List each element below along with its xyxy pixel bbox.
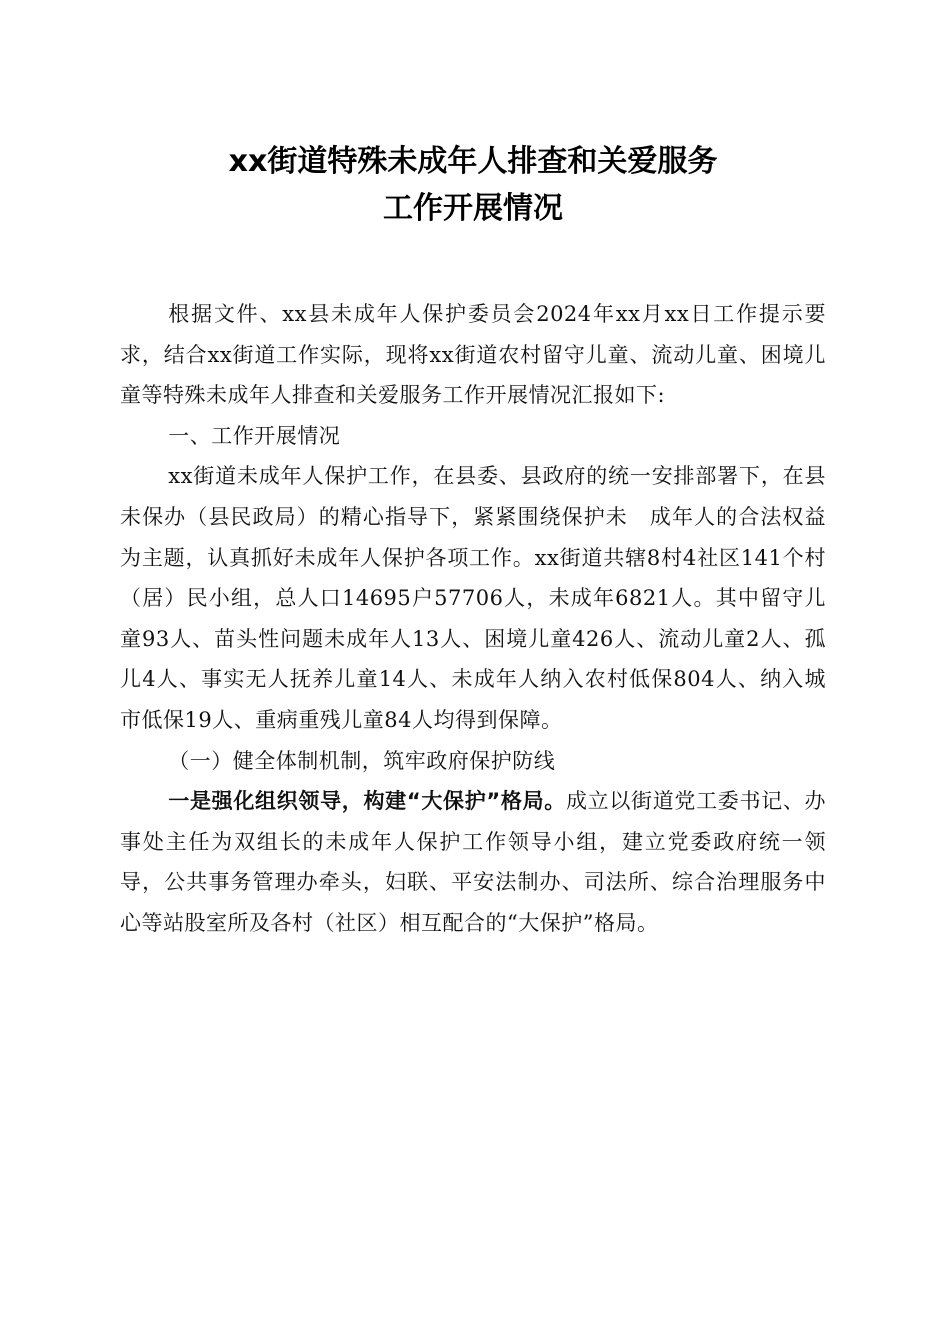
point-1-text: 成立以街道党工委书记、办事处主任为双组长的未成年人保护工作领导小组，建立党委政府统一领导，公共事务管理办牵头，妇联、平安法制办、司法所、综合治理服务中心等站股室所及各村（社区）相互配合的“大保护”格局。 (120, 789, 827, 935)
title-line-2: 工作开展情况 (383, 191, 563, 226)
point-1-lead: 一是强化组织领导，构建“大保护”格局。 (168, 789, 566, 814)
section-1-paragraph: xx街道未成年人保护工作，在县委、县政府的统一安排部署下，在县未保办（县民政局）的精心指导下，紧紧围绕保护未 成年人的合法权益为主题，认真抓好未成年人保护各项工作。xx街道共辖8村4社区141个村（居）民小组，总人口14695户57706人，未成年6821人。其中留守儿童93人、苗头性问题未成年人13人、困境儿童426人、流动儿童2人、孤儿4人、事实无人抚养儿童14人、未成年人纳入农村低保804人、纳入城市低保19人、重病重残儿童84人均得到保障。 (120, 464, 826, 732)
section-heading-1: 一、工作开展情况 (168, 423, 341, 448)
point-1-paragraph (120, 781, 826, 943)
document-title (120, 0, 826, 232)
title-line-1: xx街道特殊未成年人排查和关爱服务 (228, 144, 718, 179)
intro-paragraph: 根据文件、xx县未成年人保护委员会2024年xx月xx日工作提示要求，结合xx街道工作实际，现将xx街道农村留守儿童、流动儿童、困境儿童等特殊未成年人排查和关爱服务工作开展情况汇报如下: (120, 302, 826, 408)
subsection-heading-1: （一）健全体制机制，筑牢政府保护防线 (168, 748, 556, 773)
document-body (120, 294, 826, 944)
